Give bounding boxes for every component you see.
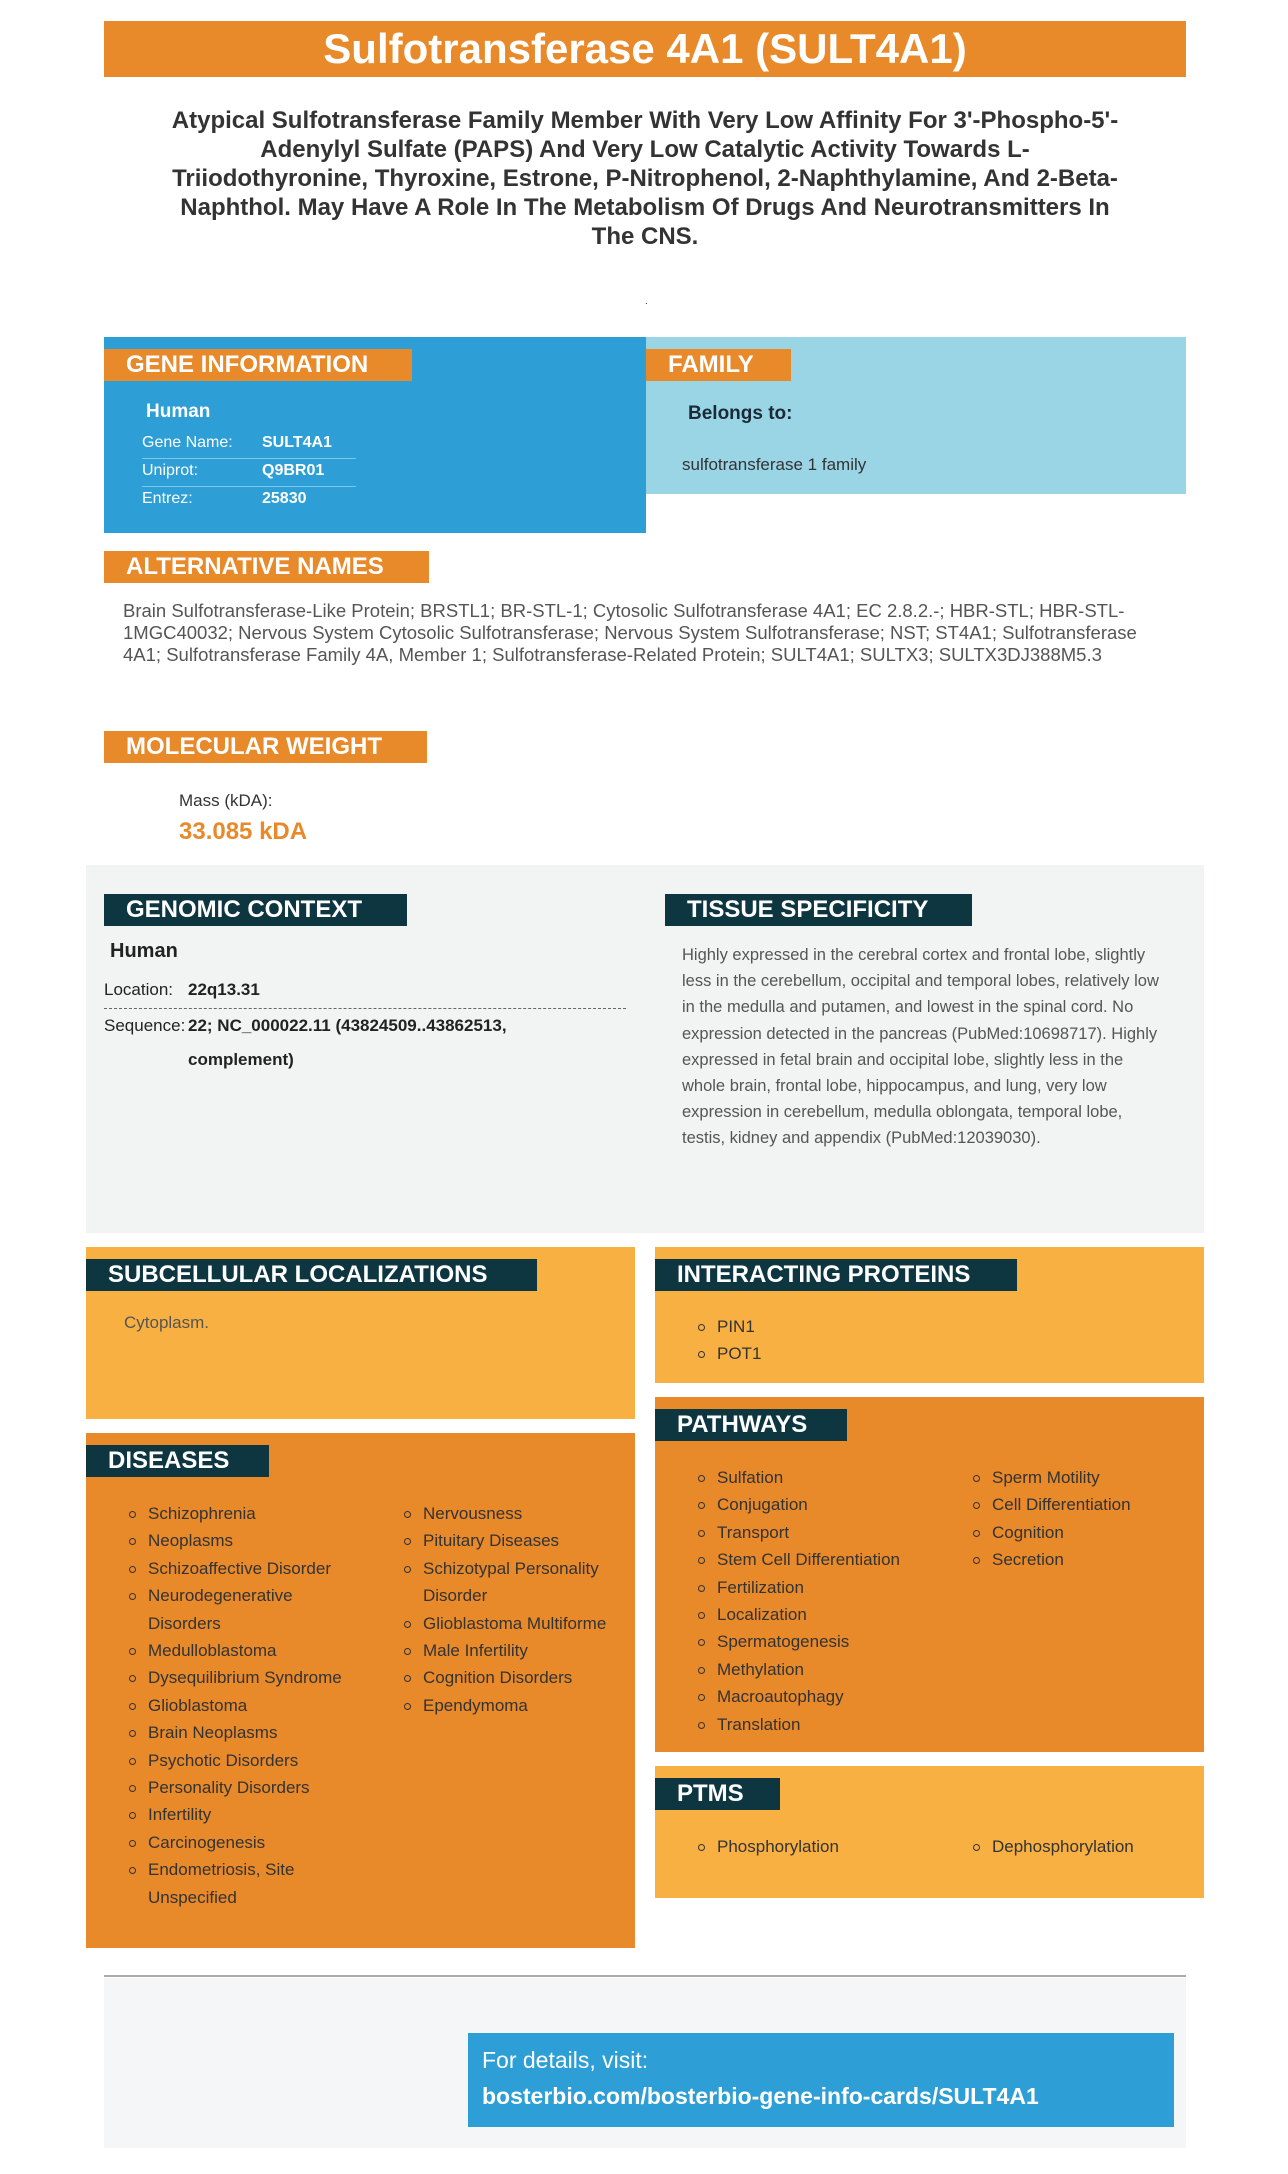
location-value: 22q13.31	[188, 980, 260, 999]
list-item: Endometriosis, Site Unspecified	[128, 1856, 348, 1911]
list-item: Glioblastoma Multiforme	[403, 1610, 623, 1637]
interacting-proteins-heading: INTERACTING PROTEINS	[655, 1259, 1017, 1291]
diseases-panel	[86, 1433, 635, 1948]
list-item: Nervousness	[403, 1500, 623, 1527]
uniprot-row	[142, 458, 356, 487]
diseases-list-col1	[128, 1500, 348, 1911]
list-item: Schizotypal Personality Disorder	[403, 1555, 623, 1610]
mass-label: Mass (kDA):	[179, 791, 273, 810]
list-item: Sulfation	[697, 1464, 957, 1491]
uniprot-value: Q9BR01	[262, 462, 325, 479]
list-item: Male Infertility	[403, 1637, 623, 1664]
list-item: Personality Disorders	[128, 1774, 348, 1801]
list-item: Pituitary Diseases	[403, 1527, 623, 1554]
alternative-names-text: Brain Sulfotransferase-Like Protein; BRSTL1; BR-STL-1; Cytosolic Sulfotransferase 4A1; EC 2.8.2.-; HBR-STL; HBR-STL-1MGC40032; Nervous System Cytosolic Sulfotransferase; Nervous System Sulfotransferase; NST; ST4A1; Sulfotransferase 4A1; Sulfotransferase Family 4A, Member 1; Sulfotransferase-Related Protein; SULT4A1; SULTX3; SULTX3DJ388M5.3	[123, 600, 1137, 665]
list-item: Conjugation	[697, 1491, 957, 1518]
gene-species: Human	[146, 401, 211, 422]
list-item: Medulloblastoma	[128, 1637, 348, 1664]
list-item: Sperm Motility	[972, 1464, 1192, 1491]
separator-dot: .	[645, 296, 648, 307]
list-item: Cognition Disorders	[403, 1664, 623, 1691]
pathways-list-col2	[972, 1464, 1192, 1574]
list-item: Ependymoma	[403, 1692, 623, 1719]
interacting-proteins-panel	[655, 1247, 1204, 1383]
list-item: Schizoaffective Disorder	[128, 1555, 348, 1582]
gene-information-heading: GENE INFORMATION	[104, 349, 412, 381]
list-item: Stem Cell Differentiation	[697, 1546, 957, 1573]
diseases-heading: DISEASES	[86, 1445, 269, 1477]
description-line: The CNS.	[591, 223, 699, 250]
interacting-proteins-list	[697, 1313, 761, 1368]
gene-information-panel	[104, 337, 646, 533]
location-label: Location:	[104, 980, 173, 999]
list-item: Methylation	[697, 1656, 957, 1683]
list-item: Phosphorylation	[697, 1833, 957, 1860]
description-line: Atypical Sulfotransferase Family Member With Very Low Affinity For 3'-Phospho-5'-	[171, 107, 1119, 134]
description-line: Adenylyl Sulfate (PAPS) And Very Low Catalytic Activity Towards L-	[260, 136, 1030, 163]
diseases-list-col2	[403, 1500, 623, 1719]
family-panel	[646, 337, 1186, 494]
subcellular-panel	[86, 1247, 635, 1419]
entrez-value: 25830	[262, 490, 307, 507]
description-line: Triiodothyronine, Thyroxine, Estrone, P-Nitrophenol, 2-Naphthylamine, And 2-Beta-	[172, 165, 1118, 192]
list-item: Carcinogenesis	[128, 1829, 348, 1856]
subcellular-value: Cytoplasm.	[124, 1313, 210, 1332]
list-item: PIN1	[697, 1313, 761, 1340]
ptms-list-col2	[972, 1833, 1192, 1860]
list-item: Brain Neoplasms	[128, 1719, 348, 1746]
entrez-row	[142, 486, 356, 514]
mass-value: 33.085 kDA	[179, 818, 308, 845]
list-item: Cognition	[972, 1519, 1192, 1546]
entrez-label: Entrez:	[142, 490, 193, 507]
list-item: Dysequilibrium Syndrome	[128, 1664, 348, 1691]
footer-divider	[104, 1975, 1186, 1977]
uniprot-label: Uniprot:	[142, 462, 199, 479]
list-item: Cell Differentiation	[972, 1491, 1192, 1518]
family-value: sulfotransferase 1 family	[682, 455, 867, 474]
description	[120, 106, 1170, 251]
ptms-list-col1	[697, 1833, 957, 1860]
pathways-list-col1	[697, 1464, 957, 1738]
family-heading: FAMILY	[646, 349, 791, 381]
pathways-heading: PATHWAYS	[655, 1409, 847, 1441]
list-item: Schizophrenia	[128, 1500, 348, 1527]
page-title: Sulfotransferase 4A1 (SULT4A1)	[104, 21, 1186, 77]
details-url-link[interactable]: bosterbio.com/bosterbio-gene-info-cards/SULT4A1	[482, 2083, 1039, 2109]
list-item: Neoplasms	[128, 1527, 348, 1554]
list-item: Glioblastoma	[128, 1692, 348, 1719]
description-line: Naphthol. May Have A Role In The Metabolism Of Drugs And Neurotransmitters In	[180, 194, 1110, 221]
tissue-specificity-heading: TISSUE SPECIFICITY	[665, 894, 972, 926]
list-item: Spermatogenesis	[697, 1628, 957, 1655]
list-item: Neurodegenerative Disorders	[128, 1582, 348, 1637]
ptms-panel	[655, 1766, 1204, 1898]
sequence-label: Sequence:	[104, 1016, 186, 1035]
gene-name-row	[142, 430, 356, 459]
list-item: Fertilization	[697, 1574, 957, 1601]
details-label: For details, visit:	[482, 2047, 649, 2073]
list-item: Macroautophagy	[697, 1683, 957, 1710]
list-item: Transport	[697, 1519, 957, 1546]
family-belongs-label: Belongs to:	[688, 403, 793, 424]
tissue-specificity-text: Highly expressed in the cerebral cortex and frontal lobe, slightly less in the cerebellum, occipital and temporal lobes, relatively low in the medulla and putamen, and lowest in the spinal cord. No expression detected in the pancreas (PubMed:10698717). Highly expressed in fetal brain and occipital lobe, slightly less in the whole brain, frontal lobe, hippocampus, and lung, very low expression in cerebellum, medulla oblongata, temporal lobe, testis, kidney and appendix (PubMed:12039030).	[682, 946, 1159, 1148]
sequence-value: 22; NC_000022.11 (43824509..43862513, complement)	[188, 1016, 507, 1069]
list-item: Infertility	[128, 1801, 348, 1828]
list-item: Localization	[697, 1601, 957, 1628]
pathways-panel	[655, 1397, 1204, 1752]
list-item: Translation	[697, 1711, 957, 1738]
gene-name-value: SULT4A1	[262, 434, 332, 451]
molecular-weight-heading: MOLECULAR WEIGHT	[104, 731, 427, 763]
list-item: POT1	[697, 1340, 761, 1367]
subcellular-heading: SUBCELLULAR LOCALIZATIONS	[86, 1259, 537, 1291]
details-link-box[interactable]	[468, 2033, 1174, 2127]
alternative-names-heading: ALTERNATIVE NAMES	[104, 551, 429, 583]
genomic-context-heading: GENOMIC CONTEXT	[104, 894, 407, 926]
genomic-species: Human	[110, 940, 178, 962]
list-item: Secretion	[972, 1546, 1192, 1573]
ptms-heading: PTMS	[655, 1778, 780, 1810]
gene-name-label: Gene Name:	[142, 434, 233, 451]
list-item: Dephosphorylation	[972, 1833, 1192, 1860]
list-item: Psychotic Disorders	[128, 1747, 348, 1774]
